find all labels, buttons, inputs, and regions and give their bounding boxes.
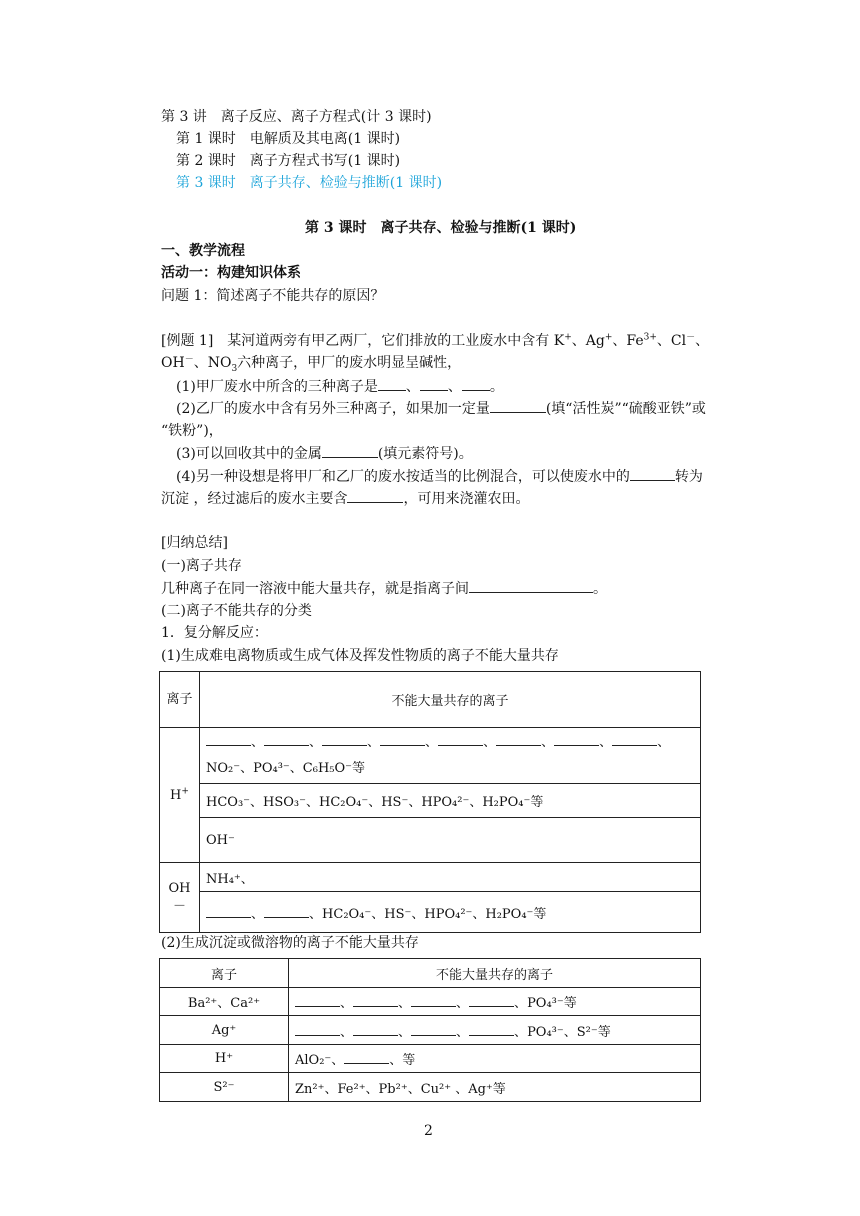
answer-blank[interactable] — [353, 992, 398, 1007]
summary-heading: [归纳总结] — [161, 535, 228, 551]
answer-blank[interactable] — [295, 1021, 340, 1036]
table-header-ion: 离子 — [160, 959, 289, 988]
answer-blank[interactable] — [322, 443, 378, 458]
ion-cell: S²⁻ — [160, 1073, 289, 1102]
example-line-2: OH－、$NO_3$六种离子，甲厂的废水明显呈碱性， — [161, 354, 462, 374]
answer-blank[interactable] — [469, 1021, 514, 1036]
table-row: OH⁻ — [200, 818, 701, 863]
ion-cell: Ba²⁺、Ca²⁺ — [160, 988, 289, 1016]
answer-blank[interactable] — [380, 731, 425, 746]
table-row: NH₄⁺、 — [200, 863, 701, 892]
summary-item-1: 1．复分解反应： — [161, 625, 268, 641]
table-row: HCO₃⁻、HSO₃⁻、HC₂O₄⁻、HS⁻、HPO₄²⁻、H₂PO₄⁻等 — [200, 784, 701, 818]
table-row: 、 、 、 、PO₄³⁻等 — [289, 988, 701, 1016]
summary-definition: 几种离子在同一溶液中能大量共存，就是指离子间 。 — [161, 578, 607, 599]
flow-heading: 一、教学流程 — [161, 243, 245, 259]
answer-blank[interactable] — [264, 903, 309, 918]
answer-blank[interactable] — [612, 731, 657, 746]
table-header-ion: 离子 — [160, 672, 200, 728]
answer-blank[interactable] — [206, 731, 251, 746]
table-row: 、 、 、 、PO₄³⁻、S²⁻等 — [289, 1016, 701, 1045]
answer-blank[interactable] — [378, 376, 406, 391]
ion-h: H+ — [160, 728, 200, 863]
answer-blank[interactable] — [411, 1021, 456, 1036]
answer-blank[interactable] — [554, 731, 599, 746]
toc-item-2[interactable]: 第 2 课时 离子方程式书写(1 课时) — [176, 153, 401, 169]
example-q4: (4)另一种设想是将甲厂和乙厂的废水按适当的比例混合，可以使废水中的 转为 — [176, 466, 703, 487]
table-row: Zn²⁺、Fe²⁺、Pb²⁺、Cu²⁺ 、Ag⁺等 — [289, 1073, 701, 1102]
table-row: 、 、HC₂O₄⁻、HS⁻、HPO₄²⁻、H₂PO₄⁻等 — [200, 892, 701, 933]
example-q2-cont: “铁粉”)， — [161, 423, 223, 439]
answer-blank[interactable] — [206, 903, 251, 918]
summary-part-2: (二)离子不能共存的分类 — [161, 603, 312, 619]
toc-item-1[interactable]: 第 1 课时 电解质及其电离(1 课时) — [176, 131, 401, 147]
section-title: 第 3 课时 离子共存、检验与推断(1 课时) — [305, 220, 577, 236]
answer-blank[interactable] — [411, 992, 456, 1007]
ion-cell: H⁺ — [160, 1045, 289, 1073]
table-header-incompatible: 不能大量共存的离子 — [200, 672, 701, 728]
example-q3: (3)可以回收其中的金属 (填元素符号)。 — [176, 443, 473, 464]
answer-blank[interactable] — [420, 376, 448, 391]
example-q4-cont: 沉淀 ，经过滤后的废水主要含 ，可用来浇灌农田。 — [161, 488, 529, 509]
answer-blank[interactable] — [469, 992, 514, 1007]
ion-cell: Ag⁺ — [160, 1016, 289, 1045]
answer-blank[interactable] — [344, 1049, 389, 1064]
answer-blank[interactable] — [496, 731, 541, 746]
example-line-1: [例题 1] 某河道两旁有甲乙两厂，它们排放的工业废水中含有 K+、Ag+、$Fe^{3+}$、Cl－、 — [161, 332, 710, 349]
answer-blank[interactable] — [469, 578, 593, 593]
answer-blank[interactable] — [353, 1021, 398, 1036]
answer-blank[interactable] — [490, 398, 546, 413]
answer-blank[interactable] — [264, 731, 309, 746]
answer-blank[interactable] — [295, 992, 340, 1007]
table-weak-electrolyte — [159, 671, 701, 933]
table-header-incompatible: 不能大量共存的离子 — [289, 959, 701, 988]
toc-item-3-active[interactable]: 第 3 课时 离子共存、检验与推断(1 课时) — [176, 175, 443, 191]
table-precipitate — [159, 958, 701, 1102]
summary-sub-1: (1)生成难电离物质或生成气体及挥发性物质的离子不能大量共存 — [161, 648, 559, 664]
answer-blank[interactable] — [630, 466, 675, 481]
answer-blank[interactable] — [438, 731, 483, 746]
answer-blank[interactable] — [462, 376, 490, 391]
answer-blank[interactable] — [322, 731, 367, 746]
activity-heading: 活动一：构建知识体系 — [161, 265, 301, 281]
page-number: 2 — [424, 1123, 433, 1139]
example-q1: (1)甲厂废水中所含的三种离子是 、 、 。 — [176, 376, 504, 397]
summary-part-1: (一)离子共存 — [161, 558, 242, 574]
example-q2: (2)乙厂的废水中含有另外三种离子，如果加一定量 (填“活性炭”“硫酸亚铁”或 — [176, 398, 706, 419]
table-row: AlO₂⁻、 、等 — [289, 1045, 701, 1073]
ion-oh: OH － — [160, 863, 200, 933]
question-1: 问题 1：简述离子不能共存的原因？ — [161, 288, 385, 304]
table-row: 、 、 、 、 、 、 、 、 NO₂⁻、PO₄³⁻、C₆H₅O⁻等 — [200, 728, 701, 784]
answer-blank[interactable] — [347, 488, 403, 503]
toc-lecture: 第 3 讲 离子反应、离子方程式(计 3 课时) — [161, 109, 432, 125]
summary-sub-2: (2)生成沉淀或微溶物的离子不能大量共存 — [161, 935, 419, 951]
